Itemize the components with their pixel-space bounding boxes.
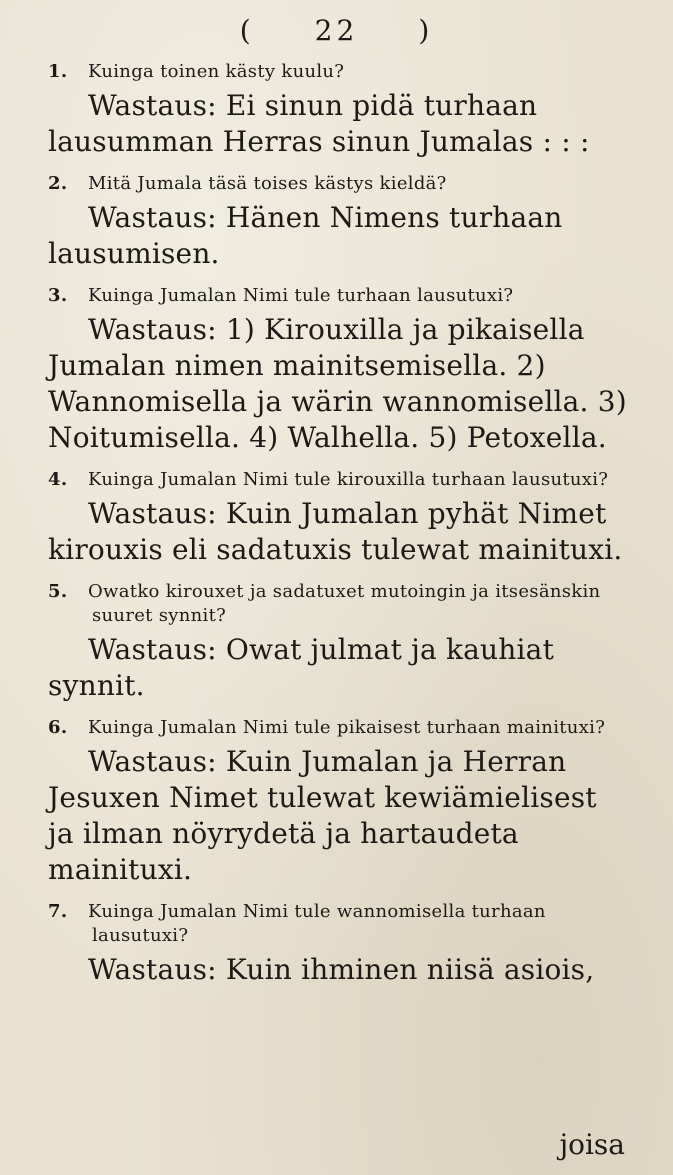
catechism-text bbox=[48, 60, 628, 1000]
page-number-value: 22 bbox=[314, 14, 359, 47]
page-number bbox=[0, 14, 673, 47]
question-text: Kuinga toinen kästy kuulu? bbox=[88, 61, 345, 82]
question-number: 3. bbox=[48, 285, 68, 306]
answer-3: Wastaus: 1) Kirouxilla ja pikaisella Jumalan nimen mainitsemisella. 2) Wannomisella ja wärin wannomisella. 3) Noitumisella. 4) Walhella. 5) Petoxella. bbox=[48, 313, 627, 454]
question-text: Kuinga Jumalan Nimi tule pikaisest turhaan mainituxi? bbox=[88, 717, 606, 738]
question-6 bbox=[48, 716, 628, 740]
answer-5: Wastaus: Owat julmat ja kauhiat synnit. bbox=[48, 633, 555, 702]
question-number: 1. bbox=[48, 61, 68, 82]
answer-2: Wastaus: Hänen Nimens turhaan lausumisen. bbox=[48, 201, 563, 270]
question-number: 4. bbox=[48, 469, 68, 490]
question-2 bbox=[48, 172, 628, 196]
answer-4: Wastaus: Kuin Jumalan pyhät Nimet kirouxis eli sadatuxis tulewat mainituxi. bbox=[48, 497, 623, 566]
question-text: Mitä Jumala täsä toises kästys kieldä? bbox=[88, 173, 447, 194]
question-text: Kuinga Jumalan Nimi tule wannomisella turhaan lausutuxi? bbox=[88, 901, 546, 946]
question-text: Owatko kirouxet ja sadatuxet mutoingin ja itsesänskin suuret synnit? bbox=[88, 581, 601, 626]
question-number: 6. bbox=[48, 717, 68, 738]
question-text: Kuinga Jumalan Nimi tule turhaan lausutuxi? bbox=[88, 285, 514, 306]
question-number: 2. bbox=[48, 173, 68, 194]
catchword: joisa bbox=[559, 1128, 625, 1161]
question-4 bbox=[48, 468, 628, 492]
answer-6: Wastaus: Kuin Jumalan ja Herran Jesuxen Nimet tulewat kewiämielisest ja ilman nöyrydetä ja hartaudeta mainituxi. bbox=[48, 745, 597, 886]
question-3 bbox=[48, 284, 628, 308]
question-5 bbox=[48, 580, 628, 628]
answer-7: Wastaus: Kuin ihminen niisä asiois, bbox=[88, 953, 595, 986]
page-number-close-paren: ) bbox=[418, 14, 434, 47]
page-number-open-paren: ( bbox=[239, 14, 255, 47]
answer-1: Wastaus: Ei sinun pidä turhaan lausumman Herras sinun Jumalas : : : bbox=[48, 89, 590, 158]
question-7 bbox=[48, 900, 628, 948]
question-1 bbox=[48, 60, 628, 84]
question-number: 7. bbox=[48, 901, 68, 922]
question-text: Kuinga Jumalan Nimi tule kirouxilla turhaan lausutuxi? bbox=[88, 469, 609, 490]
question-number: 5. bbox=[48, 581, 68, 602]
